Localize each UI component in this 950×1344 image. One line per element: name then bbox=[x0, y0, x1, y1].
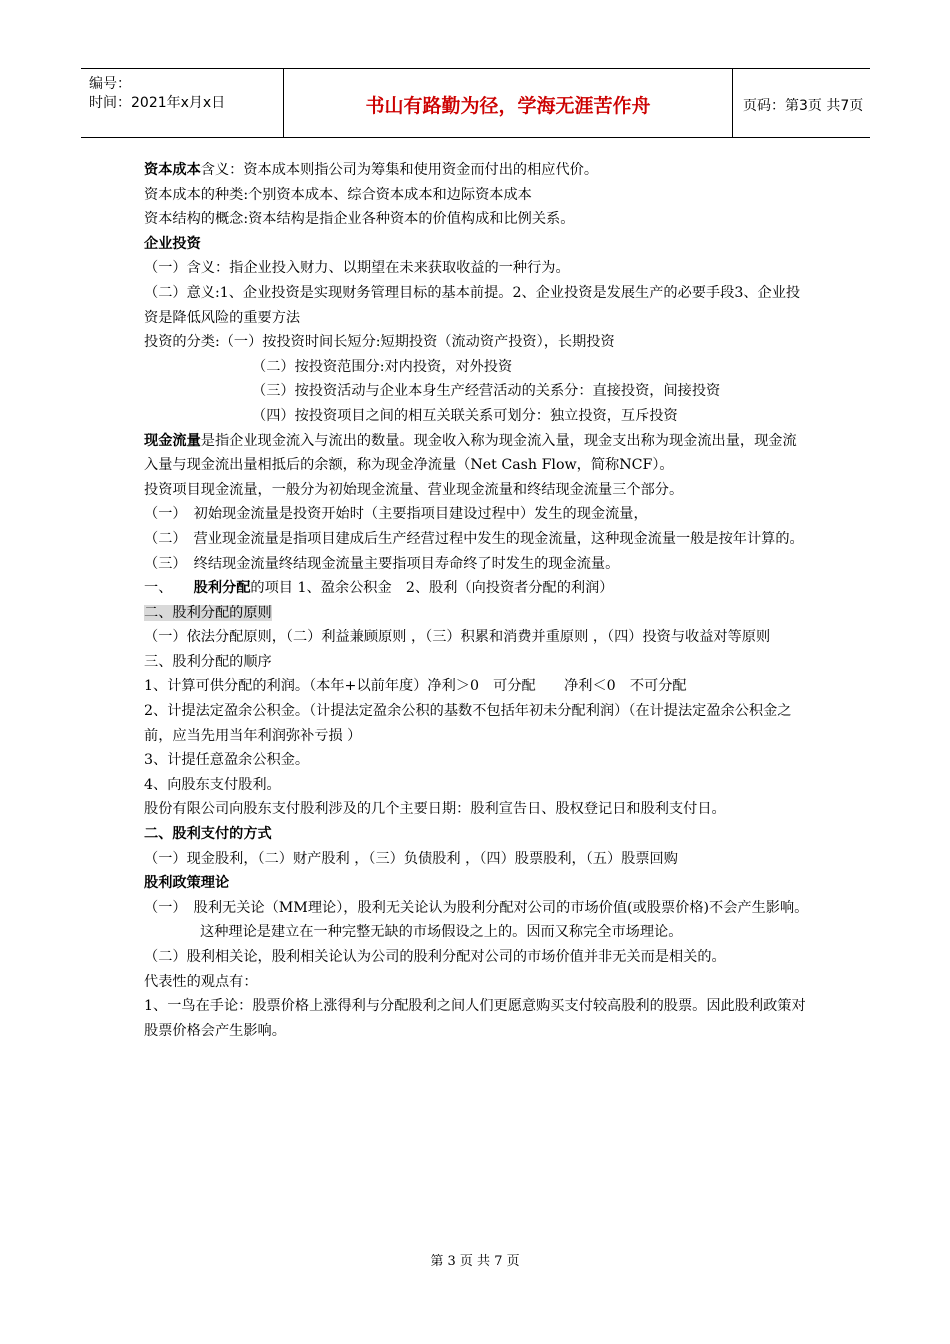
term-bold: 现金流量 bbox=[144, 432, 201, 449]
paragraph bbox=[144, 576, 810, 601]
paragraph: 代表性的观点有： bbox=[144, 973, 258, 990]
paragraph: 投资的分类:（一）按投资时间长短分:短期投资（流动资产投资），长期投资 bbox=[144, 334, 615, 351]
paragraph: （四）按投资项目之间的相互关联关系可划分：独立投资，互斥投资 bbox=[252, 407, 678, 424]
section-heading: 企业投资 bbox=[144, 235, 201, 252]
document-header bbox=[81, 68, 870, 138]
paragraph: 股份有限公司向股东支付股利涉及的几个主要日期：股利宣告日、股权登记日和股利支付日。 bbox=[144, 801, 726, 818]
header-page-cell bbox=[733, 69, 870, 137]
paragraph: （二）按投资范围分:对内投资，对外投资 bbox=[252, 358, 513, 375]
paragraph: （一）含义：指企业投入财力、以期望在未来获取收益的一种行为。 bbox=[144, 260, 570, 277]
paragraph-text: 的项目 1、盈余公积金 2、股利（向投资者分配的利润） bbox=[250, 580, 614, 597]
paragraph: 1、一鸟在手论：股票价格上涨得利与分配股利之间人们更愿意购买支付较高股利的股票。因此股利政策对股票价格会产生影响。 bbox=[144, 998, 806, 1039]
paragraph: （二）意义:1、企业投资是实现财务管理目标的基本前提。2、企业投资是发展生产的必要手段3、企业投资是降低风险的重要方法 bbox=[144, 284, 801, 326]
paragraph: （一）现金股利，（二）财产股利 ，（三）负债股利 ，（四）股票股利，（五）股票回购 bbox=[144, 850, 678, 867]
time-label: 时间：2021年x月x日 bbox=[89, 95, 226, 111]
motto: 书山有路勤为径，学海无涯苦作舟 bbox=[365, 95, 651, 117]
section-heading: 股利政策理论 bbox=[144, 875, 230, 892]
term-bold: 资本成本 bbox=[144, 162, 201, 178]
paragraph: 4、向股东支付股利。 bbox=[144, 776, 281, 793]
paragraph: （二）股利相关论，股利相关论认为公司的股利分配对公司的市场价值并非无关而是相关的。 bbox=[144, 949, 726, 965]
paragraph bbox=[144, 601, 810, 626]
section-heading: 二、股利支付的方式 bbox=[144, 826, 272, 843]
paragraph: （三）按投资活动与企业本身生产经营活动的关系分：直接投资，间接投资 bbox=[252, 383, 721, 400]
paragraph: 三、股利分配的顺序 bbox=[144, 653, 272, 670]
list-item: （二） 营业现金流量是指项目建成后生产经营过程中发生的现金流量，这种现金流量一般是按年计算的。 bbox=[144, 530, 804, 547]
paragraph: 资本结构的概念:资本结构是指企业各种资本的价值构成和比例关系。 bbox=[144, 211, 575, 228]
list-item: （一） 初始现金流量是投资开始时（主要指项目建设过程中）发生的现金流量， bbox=[144, 506, 648, 523]
paragraph bbox=[144, 158, 810, 183]
term-bold: 股利分配 bbox=[193, 580, 251, 597]
paragraph: 2、计提法定盈余公积金。（计提法定盈余公积的基数不包括年初未分配利润）（在计提法定盈余公积金之前，应当先用当年利润弥补亏损 ） bbox=[144, 703, 792, 744]
list-item: （三） 终结现金流量终结现金流量主要指项目寿命终了时发生的现金流量。 bbox=[144, 555, 620, 572]
header-motto-cell bbox=[283, 69, 733, 137]
paragraph: 资本成本的种类:个别资本成本、综合资本成本和边际资本成本 bbox=[144, 186, 532, 203]
list-number: 一、 bbox=[144, 580, 194, 597]
document-body bbox=[144, 158, 810, 1043]
paragraph: 1、计算可供分配的利润。（本年+以前年度）净利＞0 可分配 净利＜0 不可分配 bbox=[144, 678, 687, 695]
number-label: 编号： bbox=[89, 76, 131, 92]
paragraph: 投资项目现金流量，一般分为初始现金流量、营业现金流量和终结现金流量三个部分。 bbox=[144, 481, 684, 498]
paragraph-text: 是指企业现金流入与流出的数量。现金收入称为现金流入量，现金支出称为现金流出量，现金流入量与现金流出量相抵后的余额，称为现金净流量（Net Cash Flow，简称NCF）。 bbox=[144, 432, 797, 474]
header-left-cell bbox=[81, 69, 283, 137]
highlighted-heading: 二、股利分配的原则 bbox=[144, 604, 272, 621]
paragraph bbox=[144, 429, 810, 478]
paragraph: （一）依法分配原则，（二）利益兼顾原则 ，（三）积累和消费并重原则 ，（四）投资与收益对等原则 bbox=[144, 629, 771, 646]
page-footer: 第 3 页 共 7 页 bbox=[430, 1254, 520, 1269]
paragraph: 3、计提任意盈余公积金。 bbox=[144, 752, 310, 769]
paragraph-text: 含义：资本成本则指公司为筹集和使用资金而付出的相应代价。 bbox=[200, 162, 599, 178]
page-label: 页码：第3页 共7页 bbox=[743, 98, 864, 114]
list-item: （一） 股利无关论（MM理论），股利无关论认为股利分配对公司的市场价值(或股票价格)不会产生影响。这种理论是建立在一种完整无缺的市场假设之上的。因而又称完全市场理论。 bbox=[144, 899, 809, 941]
